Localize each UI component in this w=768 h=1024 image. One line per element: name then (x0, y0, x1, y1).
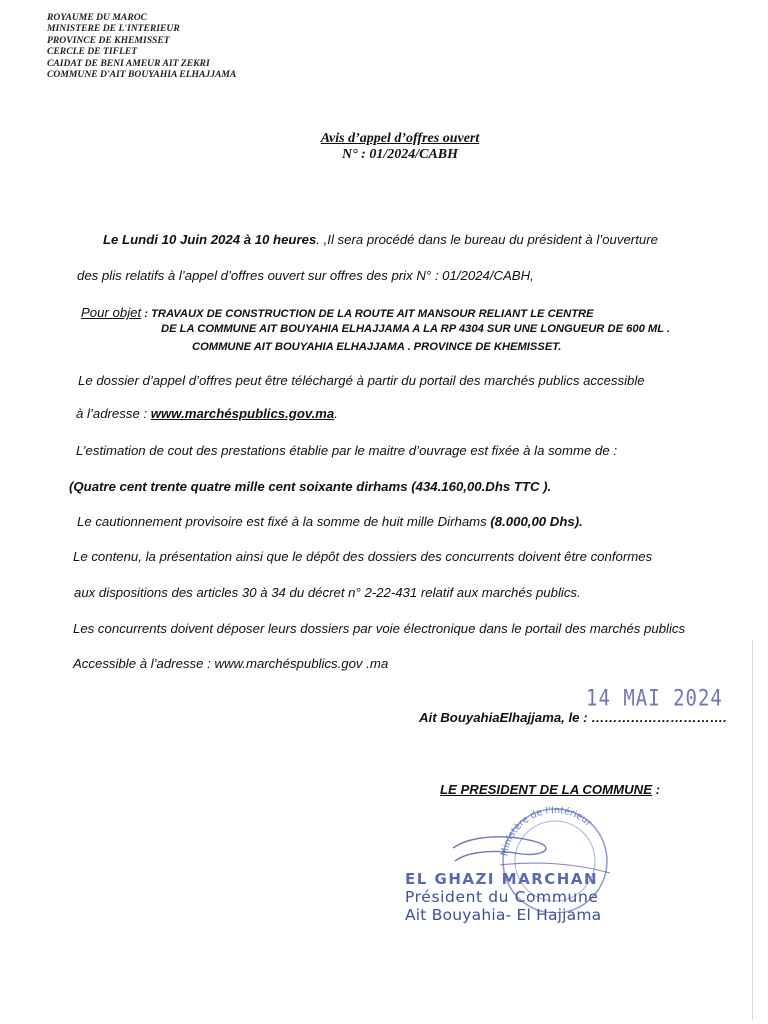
signature-block (405, 870, 601, 924)
dossier-period: . (334, 406, 338, 421)
president-label: LE PRESIDENT DE LA COMMUNE (440, 782, 652, 797)
objet-label: Pour objet (81, 305, 142, 320)
caution-text: Le cautionnement provisoire est fixé à la somme de huit mille Dirhams (77, 514, 491, 529)
president-colon: : (652, 782, 661, 797)
plis-paragraph: des plis relatifs à l’appel d’offres ouvert sur offres des prix N° : 01/2024/CABH, (77, 268, 534, 283)
concurrents-line-1: Les concurrents doivent déposer leurs dossiers par voie électronique dans le portail des marchés publics (73, 621, 686, 636)
header-line-cercle: CERCLE DE TIFLET (47, 46, 138, 58)
opening-text: . ,Il sera procédé dans le bureau du président à l’ouverture (316, 232, 658, 247)
scan-edge-line (752, 640, 753, 1020)
portal-link[interactable]: www.marchéspublics.gov.ma (150, 406, 335, 421)
contenu-line-1: Le contenu, la présentation ainsi que le dépôt des dossiers des concurrents doivent être conformes (73, 549, 653, 564)
dossier-address-label: à l’adresse : (76, 406, 151, 421)
signatory-place: Ait Bouyahia- El Hajjama (405, 906, 602, 924)
notice-title-main: Avis d’appel d’offres ouvert (320, 131, 480, 146)
contenu-line-2: aux dispositions des articles 30 à 34 du décret n° 2-22-431 relatif aux marchés publics. (74, 585, 581, 600)
notice-title (250, 131, 550, 163)
dossier-line-1: Le dossier d’appel d’offres peut être téléchargé à partir du portail des marchés publics accessible (78, 373, 645, 388)
header-line-kingdom: ROYAUME DU MAROC (47, 12, 148, 23)
opening-date: Le Lundi 10 Juin 2024 à 10 heures (103, 232, 317, 247)
objet-line-3: COMMUNE AIT BOUYAHIA ELHAJJAMA . PROVINCE DE KHEMISSET. (192, 341, 562, 353)
president-heading (440, 782, 660, 797)
objet-text-1: : TRAVAUX DE CONSTRUCTION DE LA ROUTE AIT MANSOUR RELIANT LE CENTRE (141, 308, 594, 320)
signatory-name: EL GHAZI MARCHAN (405, 870, 598, 888)
caution-line (77, 514, 583, 529)
signatory-title: Président du Commune (405, 888, 599, 906)
objet-line-1 (81, 305, 594, 320)
objet-line-2: DE LA COMMUNE AIT BOUYAHIA ELHAJJAMA A LA RP 4304 SUR UNE LONGUEUR DE 600 ML . (161, 323, 671, 335)
concurrents-line-2: Accessible à l’adresse : www.marchéspublics.gov .ma (73, 656, 389, 671)
header-line-province: PROVINCE DE KHEMISSET (47, 34, 170, 46)
header-line-caidat: CAIDAT DE BENI AMEUR AIT ZEKRI (47, 57, 210, 69)
estimation-amount: (Quatre cent trente quatre mille cent soixante dirhams (434.160,00.Dhs TTC ). (69, 479, 552, 494)
administrative-header (47, 12, 236, 80)
dossier-line-2 (76, 406, 338, 421)
header-line-commune: COMMUNE D'AIT BOUYAHIA ELHAJJAMA (47, 69, 237, 81)
place-date-line: Ait BouyahiaElhajjama, le : …………………………. (419, 710, 727, 725)
svg-text:Ministère de l'Intérieur: Ministère de l'Intérieur (499, 804, 594, 857)
notice-number: N° : 01/2024/CABH (341, 147, 459, 162)
header-line-ministry: MINISTERE DE L'INTERIEUR (47, 23, 180, 35)
opening-paragraph (103, 232, 658, 247)
caution-amount: (8.000,00 Dhs). (490, 514, 583, 529)
estimation-line: L’estimation de cout des prestations établie par le maitre d’ouvrage est fixée à la somme de : (76, 443, 617, 458)
date-stamp: 14 MAI 2024 (586, 686, 723, 712)
